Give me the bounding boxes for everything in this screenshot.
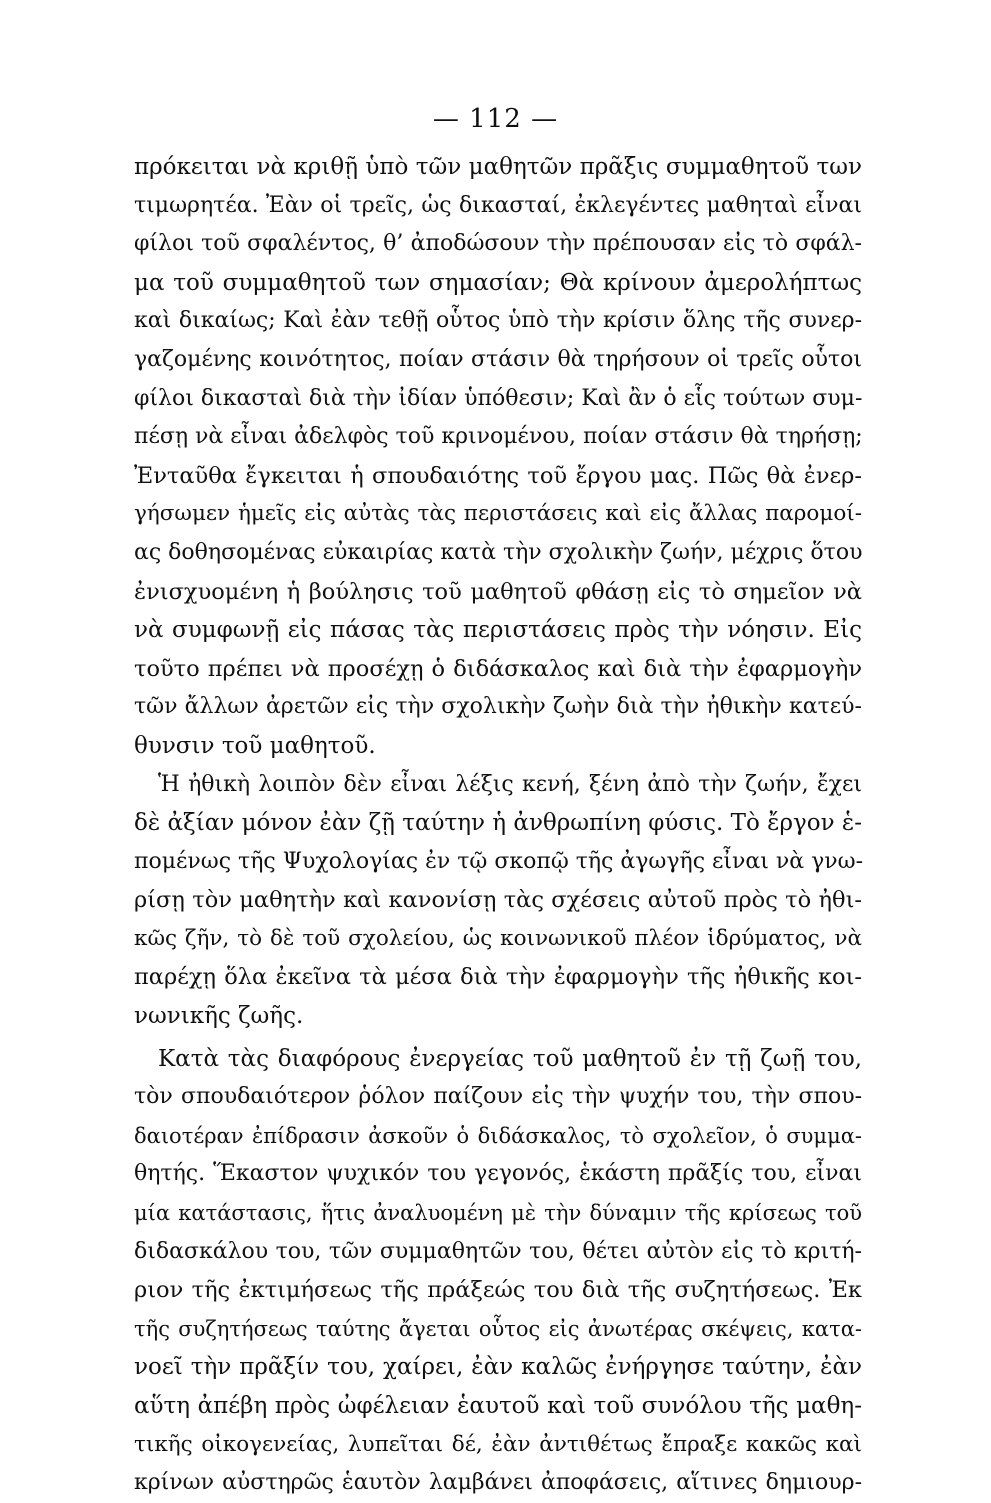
text-line: κῶς ζῆν, τὸ δὲ τοῦ σχολείου, ὡς κοινωνικοῦ πλέον ἱδρύματος, νὰ: [134, 925, 862, 951]
text-line: πρόκειται νὰ κριθῇ ὑπὸ τῶν μαθητῶν πρᾶξις συμμαθητοῦ των: [134, 154, 862, 180]
text-line: πομένως τῆς Ψυχολογίας ἐν τῷ σκοπῷ τῆς ἀγωγῆς εἶναι νὰ γνω-: [134, 848, 863, 874]
text-line: νωνικῆς ζωῆς.: [134, 1003, 304, 1030]
page-number: — 112 —: [432, 104, 559, 134]
text-line: ας δοθησομένας εὐκαιρίας κατὰ τὴν σχολικὴν ζωήν, μέχρις ὅτου: [134, 539, 863, 565]
text-line: καὶ δικαίως; Καὶ ἐὰν τεθῇ οὗτος ὑπὸ τὴν κρίσιν ὅλης τῆς συνερ-: [134, 308, 862, 334]
text-line: τῆς συζητήσεως ταύτης ἄγεται οὗτος εἰς ἀνωτέρας σκέψεις, κατα-: [134, 1316, 862, 1341]
text-line: τικῆς οἰκογενείας, λυπεῖται δέ, ἐὰν ἀντιθέτως ἔπραξε κακῶς καὶ: [134, 1431, 862, 1457]
text-line: φίλοι τοῦ σφαλέντος, θ’ ἀποδώσουν τὴν πρέπουσαν εἰς τὸ σφάλ-: [134, 231, 862, 257]
text-line: ριον τῆς ἐκτιμήσεως τῆς πράξεώς του διὰ τῆς συζητήσεως. Ἐκ: [134, 1277, 862, 1304]
text-line: δαιοτέραν ἐπίδρασιν ἀσκοῦν ὁ διδάσκαλος, τὸ σχολεῖον, ὁ συμμα-: [134, 1123, 862, 1148]
paragraph: [134, 1040, 862, 1503]
text-line: τὸν σπουδαιότερον ῥόλον παίζουν εἰς τὴν ψυχήν του, τὴν σπου-: [134, 1084, 862, 1110]
text-line: αὕτη ἀπέβη πρὸς ὠφέλειαν ἑαυτοῦ καὶ τοῦ συνόλου τῆς μαθη-: [134, 1393, 862, 1419]
text-line: γήσωμεν ἡμεῖς εἰς αὐτὰς τὰς περιστάσεις καὶ εἰς ἄλλας παρομοί-: [134, 501, 862, 527]
text-line: διδασκάλου του, τῶν συμμαθητῶν του, θέτει αὐτὸν εἰς τὸ κριτή-: [134, 1238, 862, 1264]
text-line: ἐνισχυομένη ἡ βούλησις τοῦ μαθητοῦ φθάσῃ εἰς τὸ σημεῖον νὰ: [134, 578, 862, 605]
text-line: μία κατάστασις, ἥτις ἀναλυομένη μὲ τὴν δύναμιν τῆς κρίσεως τοῦ: [134, 1201, 862, 1226]
text-line: Κατὰ τὰς διαφόρους ἐνεργείας τοῦ μαθητοῦ ἐν τῇ ζωῇ του,: [158, 1045, 862, 1072]
text-line: γαζομένης κοινότητος, ποίαν στάσιν θὰ τηρήσουν οἱ τρεῖς οὗτοι: [134, 346, 862, 372]
text-line: πέσῃ νὰ εἶναι ἀδελφὸς τοῦ κρινομένου, ποίαν στάσιν θὰ τηρήσῃ;: [134, 424, 863, 450]
paragraph: [134, 148, 862, 766]
text-line: κρίνων αὐστηρῶς ἑαυτὸν λαμβάνει ἀποφάσεις, αἵτινες δημιουρ-: [134, 1470, 862, 1496]
text-line: δὲ ἀξίαν μόνον ἐὰν ζῇ ταύτην ἡ ἀνθρωπίνη φύσις. Τὸ ἔργον ἑ-: [134, 810, 862, 837]
text-line: νὰ συμφωνῇ εἰς πάσας τὰς περιστάσεις πρὸς τὴν νόησιν. Εἰς: [134, 617, 862, 644]
text-line: θητής. Ἕκαστον ψυχικόν του γεγονός, ἑκάστη πρᾶξίς του, εἶναι: [134, 1161, 862, 1187]
text-line: ρίσῃ τὸν μαθητὴν καὶ κανονίσῃ τὰς σχέσεις αὐτοῦ πρὸς τὸ ἠθι-: [134, 887, 862, 914]
text-line: φίλοι δικασταὶ διὰ τὴν ἰδίαν ὑπόθεσιν; Καὶ ἂν ὁ εἷς τούτων συμ-: [134, 385, 863, 411]
text-line: θυνσιν τοῦ μαθητοῦ.: [134, 732, 376, 759]
text-line: τοῦτο πρέπει νὰ προσέχῃ ὁ διδάσκαλος καὶ διὰ τὴν ἐφαρμογὴν: [134, 655, 862, 682]
text-line: τῶν ἄλλων ἀρετῶν εἰς τὴν σχολικὴν ζωὴν διὰ τὴν ἠθικὴν κατεύ-: [134, 694, 862, 720]
page-body: [134, 148, 862, 1503]
text-line: παρέχῃ ὅλα ἐκεῖνα τὰ μέσα διὰ τὴν ἐφαρμογὴν τῆς ἠθικῆς κοι-: [134, 964, 862, 991]
text-line: Ἐνταῦθα ἔγκειται ἡ σπουδαιότης τοῦ ἔργου μας. Πῶς θὰ ἐνερ-: [134, 462, 862, 489]
text-line: μα τοῦ συμμαθητοῦ των σημασίαν; Θὰ κρίνουν ἀμερολήπτως: [134, 269, 862, 296]
paragraph: [134, 766, 862, 1036]
text-line: Ἡ ἠθικὴ λοιπὸν δὲν εἶναι λέξις κενή, ξένη ἀπὸ τὴν ζωήν, ἔχει: [158, 771, 862, 797]
text-line: νοεῖ τὴν πρᾶξίν του, χαίρει, ἐὰν καλῶς ἐνήργησε ταύτην, ἐὰν: [134, 1354, 862, 1381]
text-line: τιμωρητέα. Ἐὰν οἱ τρεῖς, ὡς δικασταί, ἐκλεγέντες μαθηταὶ εἶναι: [134, 192, 862, 218]
